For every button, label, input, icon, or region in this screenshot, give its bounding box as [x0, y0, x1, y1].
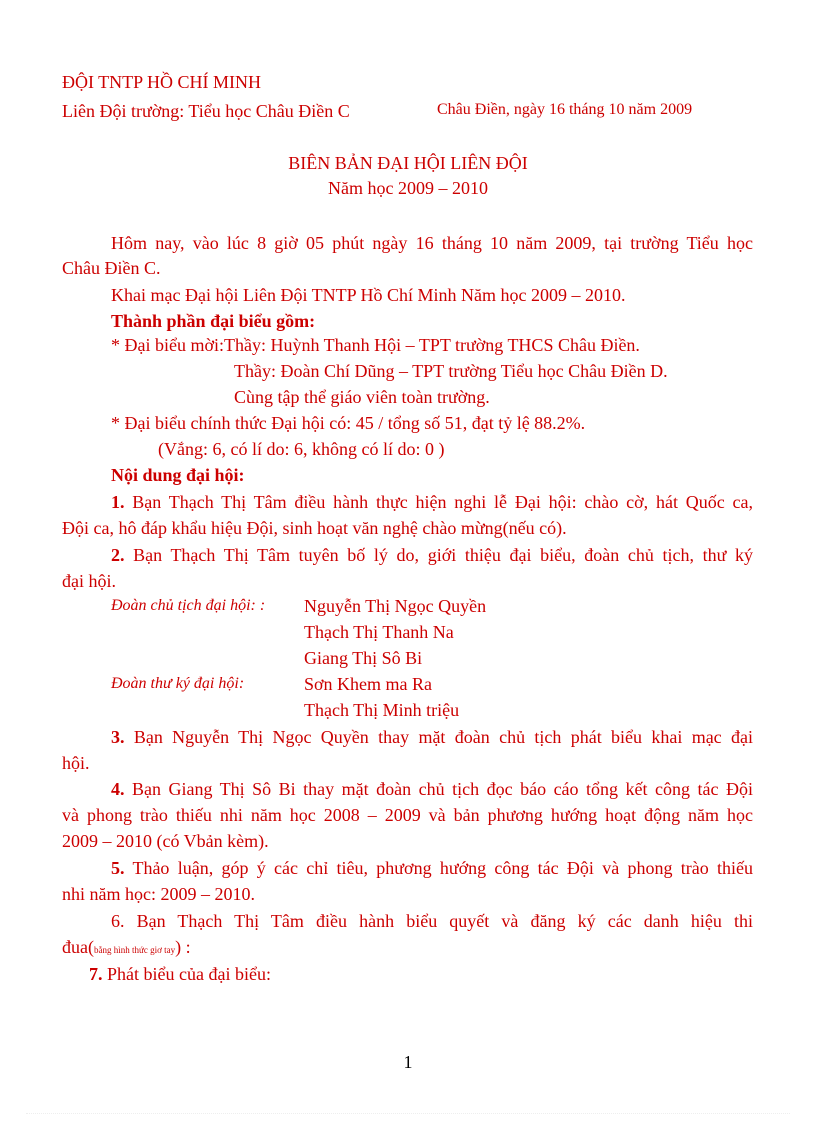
composition-heading: Thành phần đại biểu gồm:: [111, 311, 316, 331]
item-4-line-3: 2009 – 2010 (có Vbản kèm).: [62, 831, 269, 851]
document-date: Châu Điền, ngày 16 tháng 10 năm 2009: [437, 101, 693, 118]
intro-line-2: Châu Điền C.: [62, 258, 161, 278]
item-3-number: 3.: [111, 727, 125, 747]
opening-line: Khai mạc Đại hội Liên Đội TNTP Hồ Chí Minh Năm học 2009 – 2010.: [111, 285, 626, 305]
item-4-line-2: và phong trào thiếu nhi năm học 2008 – 2009 và bản phương hướng hoạt động năm học: [62, 805, 753, 825]
presidium-member-2: Thạch Thị Thanh Na: [304, 622, 454, 642]
item-6-line-1: 6. Bạn Thạch Thị Tâm điều hành biểu quyết và đăng ký các danh hiệu thi: [111, 911, 753, 931]
item-1-line-2: Đội ca, hô đáp khẩu hiệu Đội, sinh hoạt văn nghệ chào mừng(nếu có).: [62, 518, 567, 538]
item-7-line: [89, 962, 271, 986]
document-subtitle: Năm học 2009 – 2010: [328, 178, 488, 198]
item-7-text: Phát biểu của đại biểu:: [102, 964, 271, 984]
org-name: ĐỘI TNTP HỒ CHÍ MINH: [62, 72, 261, 92]
item-2-number: 2.: [111, 545, 125, 565]
page-bottom-divider: [26, 1113, 790, 1114]
item-1-line-1: [111, 490, 753, 514]
item-5-text: Thảo luận, góp ý các chỉ tiêu, phương hướng công tác Đội và phong trào thiếu: [124, 858, 753, 878]
absent-count: (Vắng: 6, có lí do: 6, không có lí do: 0 ): [158, 439, 445, 459]
item-3-text: Bạn Nguyễn Thị Ngọc Quyền thay mặt đoàn chủ tịch phát biểu khai mạc đại: [124, 727, 753, 747]
secretary-member-2: Thạch Thị Minh triệu: [304, 700, 460, 720]
item-5-line-2: nhi năm học: 2009 – 2010.: [62, 884, 255, 904]
item-2-text: Bạn Thạch Thị Tâm tuyên bố lý do, giới thiệu đại biểu, đoàn chủ tịch, thư ký: [124, 545, 753, 565]
item-1-number: 1.: [111, 492, 125, 512]
item-4-text: Bạn Giang Thị Sô Bi thay mặt đoàn chủ tịch đọc báo cáo tổng kết công tác Đội: [124, 779, 753, 799]
presidium-member-3: Giang Thị Sô Bi: [304, 648, 423, 668]
official-delegates: * Đại biểu chính thức Đại hội có: 45 / tổng số 51, đạt tỷ lệ 88.2%.: [111, 413, 586, 433]
school-name: Liên Đội trường: Tiểu học Châu Điền C: [62, 101, 350, 121]
content-heading: Nội dung đại hội:: [111, 465, 245, 485]
item-4-line-1: [111, 777, 753, 801]
item-3-line-2: hội.: [62, 753, 90, 773]
item-2-line-2: đại hội.: [62, 571, 116, 591]
item-1-text: Bạn Thạch Thị Tâm điều hành thực hiện nghi lễ Đại hội: chào cờ, hát Quốc ca,: [124, 492, 753, 512]
secretary-label: Đoàn thư ký đại hội:: [111, 675, 245, 692]
item-7-number: 7.: [89, 964, 103, 984]
item-6-line-2: [62, 935, 191, 962]
guest-line-1: * Đại biểu mời:Thầy: Huỳnh Thanh Hội – TPT trường THCS Châu Điền.: [111, 335, 640, 355]
presidium-member-1: Nguyễn Thị Ngọc Quyền: [304, 596, 487, 616]
guest-line-3: Cùng tập thể giáo viên toàn trường.: [234, 387, 490, 407]
secretary-member-1: Sơn Khem ma Ra: [304, 674, 433, 694]
guest-line-2: Thầy: Đoàn Chí Dũng – TPT trường Tiểu học Châu Điền D.: [234, 361, 668, 381]
item-6-small-note: bằng hình thức giơ tay: [93, 945, 176, 955]
item-5-number: 5.: [111, 858, 125, 878]
intro-line-1: Hôm nay, vào lúc 8 giờ 05 phút ngày 16 tháng 10 năm 2009, tại trường Tiểu học: [111, 233, 753, 253]
item-6-text-a: đua(: [62, 937, 94, 957]
item-2-line-1: [111, 543, 753, 567]
item-3-line-1: [111, 725, 753, 749]
page-number: 1: [403, 1052, 413, 1072]
item-6-text-b: ) :: [175, 937, 191, 957]
document-title: BIÊN BẢN ĐẠI HỘI LIÊN ĐỘI: [288, 153, 528, 173]
item-4-number: 4.: [111, 779, 125, 799]
presidium-label: Đoàn chủ tịch đại hội: :: [111, 597, 266, 614]
item-5-line-1: [111, 856, 753, 880]
